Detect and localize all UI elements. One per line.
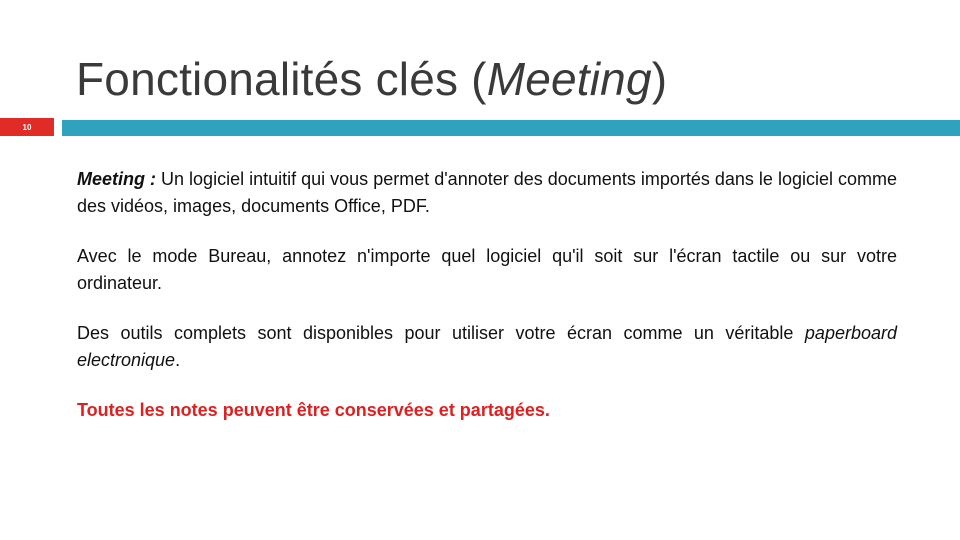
meeting-term: Meeting :: [77, 169, 157, 189]
slide-number: 10: [22, 122, 32, 132]
slide-title: [76, 52, 667, 106]
title-divider-bar: [62, 120, 960, 136]
slide-number-badge: [0, 118, 54, 136]
title-prefix: Fonctionalités clés (: [76, 53, 487, 105]
tools-text-end: .: [175, 350, 181, 370]
title-emphasis: Meeting: [486, 53, 652, 105]
tools-text: Des outils complets sont disponibles pour utiliser votre écran comme un véritable: [77, 323, 805, 343]
paragraph-desktop-mode: Avec le mode Bureau, annotez n'importe quel logiciel qu'il soit sur l'écran tactile ou sur votre ordinateur.: [77, 246, 897, 293]
paragraph-meeting-description: [77, 166, 897, 220]
paragraph-tools: [77, 320, 897, 374]
slide-body: [77, 166, 897, 447]
meeting-description-text: Un logiciel intuitif qui vous permet d'annoter des documents importés dans le logiciel comme des vidéos, images, documents Office, PDF.: [77, 169, 897, 216]
title-suffix: ): [651, 53, 668, 105]
paragraph-notes-highlight: Toutes les notes peuvent être conservées et partagées.: [77, 400, 550, 420]
tools-italic-term: paperboard electronique: [77, 323, 897, 370]
